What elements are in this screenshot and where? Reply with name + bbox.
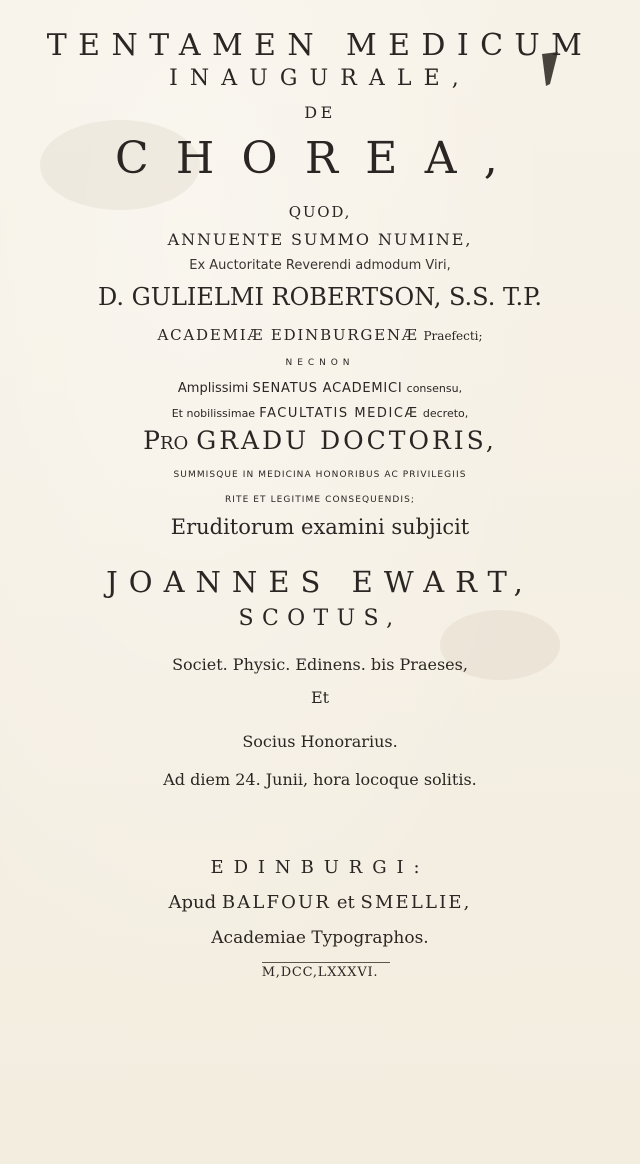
eruditorum-line: Eruditorum examini subjicit [170, 515, 470, 539]
socius-line: Socius Honorarius. [242, 732, 398, 751]
gradu-doctoris-line [0, 426, 640, 455]
divider-rule [262, 962, 390, 963]
decreto: decreto, [422, 407, 469, 420]
praefecti: Praefecti; [423, 329, 483, 343]
typographos-line: Academiae Typographos. [211, 928, 429, 948]
consequendis-line: RITE ET LEGITIME CONSEQUENDIS; [224, 495, 416, 505]
title-de: DE [304, 103, 336, 122]
societ-line: Societ. Physic. Edinens. bis Praeses, [172, 655, 468, 674]
quod-line: QUOD, [288, 203, 352, 221]
facultatis-line [0, 406, 640, 421]
author-name: JOANNES EWART, [106, 565, 534, 599]
honoribus-line: SUMMISQUE IN MEDICINA HONORIBUS AC PRIVILEGIIS [173, 470, 467, 480]
necnon-line: NECNON [285, 358, 355, 368]
robertson-line: D. GULIELMI ROBERTSON, S.S. T.P. [97, 283, 543, 311]
auctoritate-line: Ex Auctoritate Reverendi admodum Viri, [189, 258, 451, 273]
et-nobilissimae: Et nobilissimae [171, 407, 256, 420]
pro: Pro [143, 426, 189, 455]
academiae-line [0, 326, 640, 344]
annuente-line: ANNUENTE SUMMO NUMINE, [167, 230, 473, 249]
printer-line [0, 892, 640, 913]
title-tentamen-medicum: TENTAMEN MEDICUM [46, 28, 594, 63]
facultatis-medicae: FACULTATIS MEDICÆ [259, 406, 419, 421]
printer-balfour: BALFOUR [221, 892, 332, 913]
senatus-line [0, 381, 640, 396]
et-word: et [336, 892, 355, 913]
gradu-doctoris: GRADU DOCTORIS, [196, 426, 497, 455]
author-origin: SCOTUS, [238, 606, 402, 631]
et-line: Et [310, 688, 330, 707]
printer-smellie: SMELLIE, [360, 892, 472, 913]
date-line: Ad diem 24. Junii, hora locoque solitis. [163, 770, 477, 789]
academiae-edinburgenae: ACADEMIÆ EDINBURGENÆ [157, 326, 419, 344]
title-chorea: CHOREA, [114, 133, 526, 184]
year-line: M,DCC,LXXXVI. [261, 965, 379, 980]
amplissimi: Amplissimi [177, 381, 249, 396]
consensu: consensu, [406, 382, 463, 395]
title-inaugurale: INAUGURALE, [169, 66, 471, 91]
apud: Apud [168, 892, 217, 913]
place-line: EDINBURGI: [210, 857, 430, 878]
senatus-academici: SENATUS ACADEMICI [252, 381, 403, 396]
